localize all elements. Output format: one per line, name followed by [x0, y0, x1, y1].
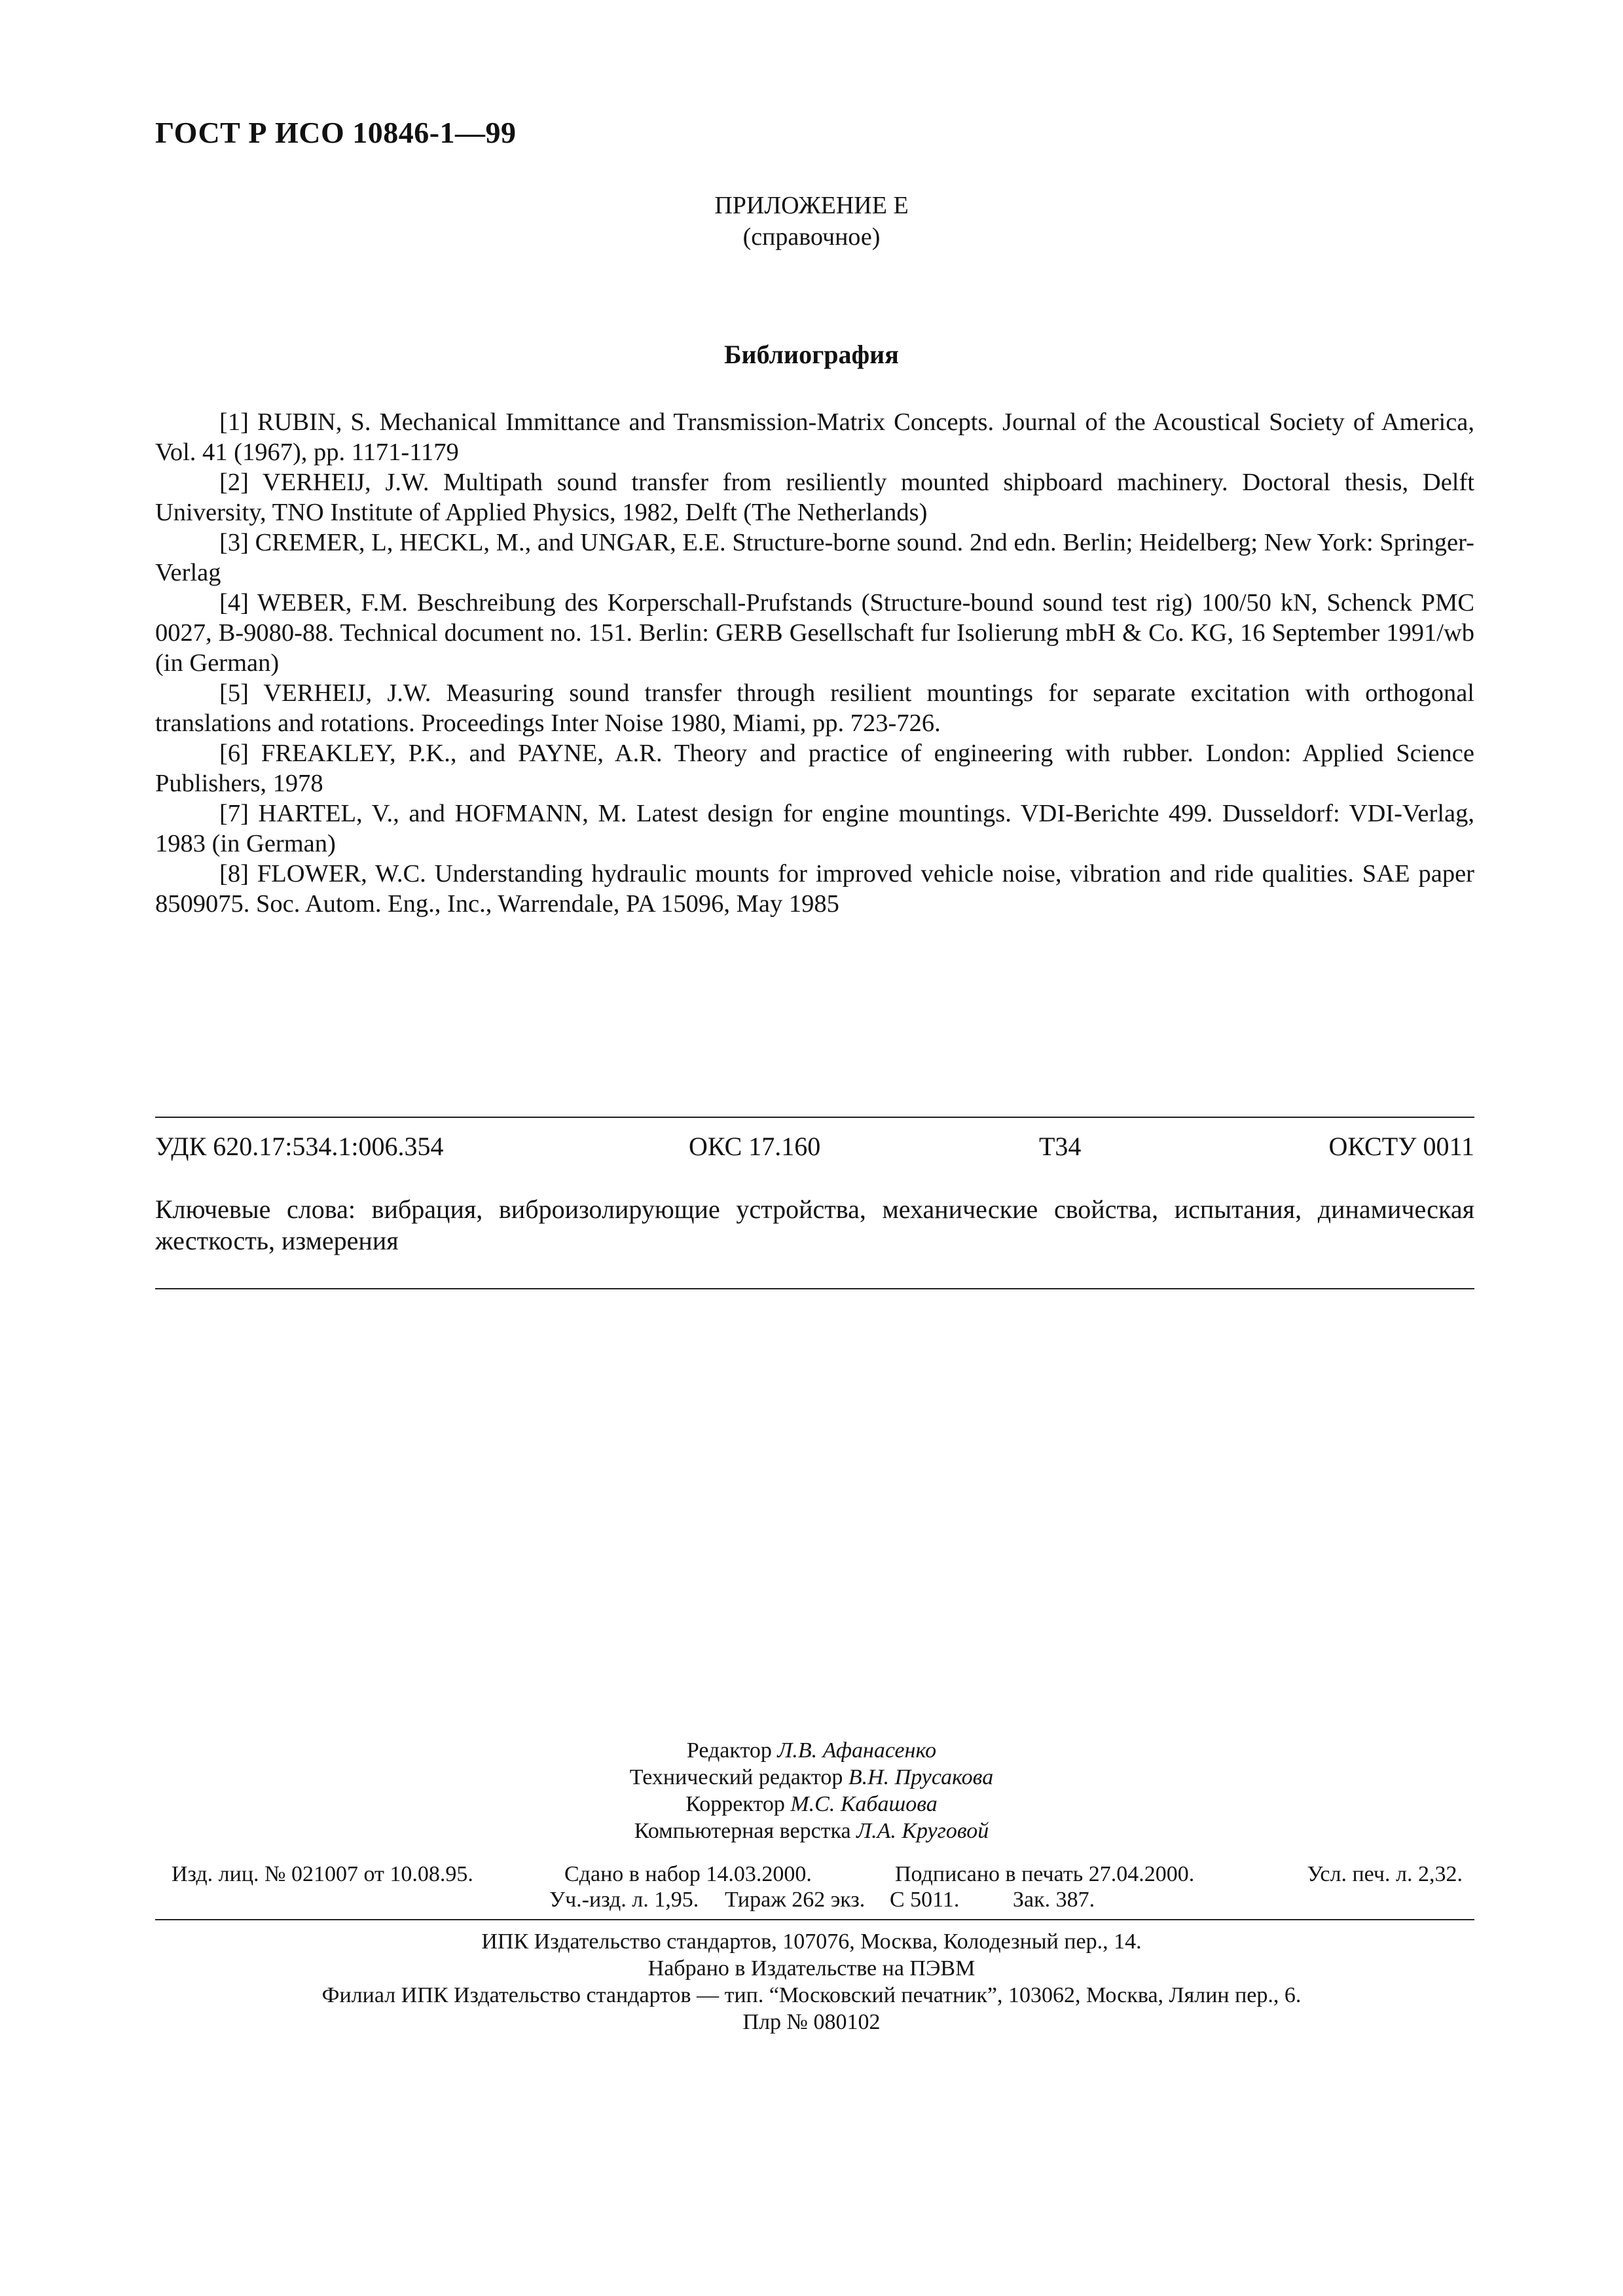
appendix-subtitle: (справочное)	[742, 223, 881, 251]
print-sheets: Усл. печ. л. 2,32.	[1307, 1862, 1463, 1886]
bibliography-title: Библиография	[724, 340, 899, 369]
printer-line-3: Филиал ИПК Издательство стандартов — тип. “Московский печатник”, 103062, Москва, Лялин пер., 6.	[321, 1983, 1302, 2007]
layout-line	[0, 1818, 1623, 1844]
classification-row	[155, 1131, 1474, 1164]
tech-editor-label: Технический редактор	[629, 1765, 843, 1789]
layout-label: Компьютерная верстка	[634, 1819, 851, 1843]
bibliography-list	[155, 407, 1474, 919]
typeset-date: Сдано в набор 14.03.2000.	[564, 1862, 812, 1886]
license-info: Изд. лиц. № 021007 от 10.08.95.	[172, 1862, 473, 1886]
oks-code: ОКС 17.160	[689, 1132, 821, 1161]
appendix-heading	[0, 190, 1623, 253]
editor-label: Редактор	[686, 1738, 772, 1763]
classification-top-rule	[155, 1117, 1474, 1118]
bibliography-entry: [5] VERHEIJ, J.W. Measuring sound transfer through resilient mountings for separate excitation with orthogonal translations and rotations. Proceedings Inter Noise 1980, Miami, pp. 723-726.	[155, 679, 1474, 737]
printer-line-4: Плр № 080102	[742, 2010, 881, 2034]
bibliography-entry: [3] CREMER, L, HECKL, M., and UNGAR, E.E. Structure-borne sound. 2nd edn. Berlin; Heidelberg; New York: Springer-Verlag	[155, 529, 1474, 586]
bibliography-entry: [1] RUBIN, S. Mechanical Immittance and Transmission-Matrix Concepts. Journal of the Acoustical Society of America, Vol. 41 (1967), pp. 1171-1179	[155, 408, 1474, 466]
printer-line-1: ИПК Издательство стандартов, 107076, Москва, Колодезный пер., 14.	[481, 1929, 1142, 1954]
order-number: Зак. 387.	[1013, 1888, 1095, 1912]
printer-info	[0, 1928, 1623, 2036]
layout-name: Л.А. Круговой	[856, 1819, 989, 1843]
okstu-code: ОКСТУ 0011	[1328, 1132, 1474, 1161]
print-code: С 5011.	[890, 1888, 960, 1912]
publication-row-1	[155, 1862, 1474, 1890]
bibliography-entry: [4] WEBER, F.M. Beschreibung des Korperschall-Prufstands (Structure-bound sound test rig) 100/50 kN, Schenck PMC 0027, B-9080-88. Technical document no. 151. Berlin: GERB Gesellschaft fur Isolierung mbH & Co. KG, 16 September 1991/wb (in German)	[155, 589, 1474, 677]
publication-row-2	[155, 1888, 1474, 1915]
corrector-label: Корректор	[685, 1792, 785, 1816]
printer-top-rule	[155, 1919, 1474, 1920]
corrector-line	[0, 1791, 1623, 1818]
pub-sheets: Уч.-изд. л. 1,95.	[549, 1888, 699, 1912]
tech-editor-name: В.Н. Прусакова	[848, 1765, 994, 1789]
editor-line	[0, 1737, 1623, 1764]
printer-line-2: Набрано в Издательстве на ПЭВМ	[647, 1956, 976, 1981]
udk-code: УДК 620.17:534.1:006.354	[155, 1132, 444, 1161]
bibliography-entry: [6] FREAKLEY, P.K., and PAYNE, A.R. Theory and practice of engineering with rubber. London: Applied Science Publishers, 1978	[155, 740, 1474, 797]
keywords-bottom-rule	[155, 1288, 1474, 1289]
bibliography-entry: [8] FLOWER, W.C. Understanding hydraulic mounts for improved vehicle noise, vibration and ride qualities. SAE paper 8509075. Soc. Autom. Eng., Inc., Warrendale, PA 15096, May 1985	[155, 860, 1474, 918]
credits-block	[0, 1737, 1623, 1844]
signed-date: Подписано в печать 27.04.2000.	[895, 1862, 1195, 1886]
document-code-header: ГОСТ Р ИСО 10846-1—99	[155, 116, 517, 149]
tech-editor-line	[0, 1764, 1623, 1791]
appendix-title: ПРИЛОЖЕНИЕ Е	[714, 192, 909, 219]
bibliography-entry: [7] HARTEL, V., and HOFMANN, M. Latest design for engine mountings. VDI-Berichte 499. Dusseldorf: VDI-Verlag, 1983 (in German)	[155, 800, 1474, 857]
bibliography-entry: [2] VERHEIJ, J.W. Multipath sound transfer from resiliently mounted shipboard machinery. Doctoral thesis, Delft University, TNO Institute of Applied Physics, 1982, Delft (The Netherlands)	[155, 469, 1474, 526]
print-run: Тираж 262 экз.	[725, 1888, 866, 1912]
corrector-name: М.С. Кабашова	[790, 1792, 938, 1816]
keywords: Ключевые слова: вибрация, виброизолирующие устройства, механические свойства, испытания, динамическая жесткость, измерения	[155, 1194, 1474, 1255]
t-code: Т34	[1039, 1132, 1082, 1161]
editor-name: Л.В. Афанасенко	[777, 1738, 937, 1763]
